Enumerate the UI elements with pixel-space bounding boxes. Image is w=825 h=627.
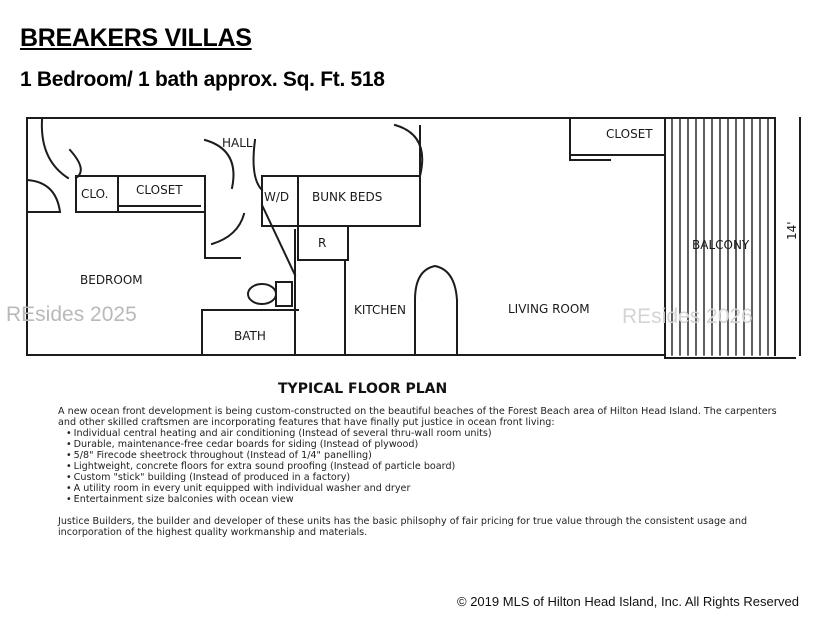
label-hall: HALL [222,136,253,150]
toilet-tank [276,282,292,306]
listing-title: BREAKERS VILLAS [20,24,252,52]
feature-item: • A utility room in every unit equipped with individual washer and dryer [66,483,778,494]
watermark-left: REsides 2025 [6,303,137,326]
door-swing-entry [42,120,81,178]
description-block [58,406,778,538]
feature-item: • Entertainment size balconies with ocean view [66,494,778,505]
kitchen-counter [415,266,457,355]
label-closet-right: CLOSET [606,127,653,141]
label-bath: BATH [234,329,266,343]
bath-diagonal-wall [262,205,295,275]
label-bedroom: BEDROOM [80,273,143,287]
label-living-room: LIVING ROOM [508,302,590,316]
label-clo: CLO. [81,187,109,201]
watermark-right: REsides 2026 [622,305,753,328]
feature-item: • Lightweight, concrete floors for extra sound proofing (Instead of particle board) [66,461,778,472]
feature-item: • Durable, maintenance-free cedar boards for siding (Instead of plywood) [66,439,778,450]
feature-item: • Individual central heating and air conditioning (Instead of several thru-wall room units) [66,428,778,439]
label-kitchen: KITCHEN [354,303,406,317]
door-swing-left [27,180,60,212]
label-bunk-beds: BUNK BEDS [312,190,383,204]
label-dimension: 14' [785,221,799,240]
feature-item: • 5/8" Firecode sheetrock throughout (Instead of 1/4" panelling) [66,450,778,461]
copyright-notice: © 2019 MLS of Hilton Head Island, Inc. All Rights Reserved [457,594,799,609]
floor-plan-heading: TYPICAL FLOOR PLAN [278,381,448,397]
description-closing: Justice Builders, the builder and developer of these units has the basic philsophy of fair pricing for true value through the consistent usage and incorporation of the highest quality workmanship and materials. [58,516,748,538]
label-closet-left: CLOSET [136,183,183,197]
label-refrigerator: R [318,236,327,250]
label-balcony: BALCONY [692,238,750,252]
listing-subtitle: 1 Bedroom/ 1 bath approx. Sq. Ft. 518 [20,68,385,91]
toilet-bowl [248,284,276,304]
feature-item: • Custom "stick" building (Instead of produced in a factory) [66,472,778,483]
label-wd: W/D [264,190,290,204]
door-swing-kitchen [395,125,422,176]
description-intro: A new ocean front development is being custom-constructed on the beautiful beaches of the Forest Beach area of Hilton Head Island. The carpenters and other skilled craftsmen are incorporating features that have finally put justice in ocean front living: [58,406,777,428]
features-list [58,428,778,505]
door-swing-bath [212,214,244,244]
